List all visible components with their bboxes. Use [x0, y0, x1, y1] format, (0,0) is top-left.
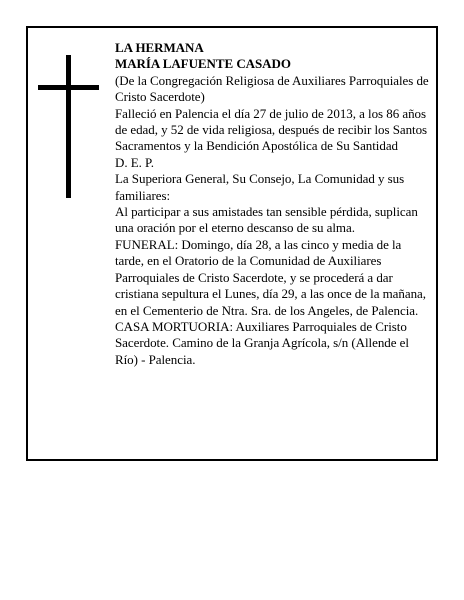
obituary-text [115, 40, 433, 368]
prayer-request: Al participar a sus amistades tan sensible pérdida, suplican una oración por el eterno descanso de su alma. [115, 204, 418, 236]
deceased-name: MARÍA LAFUENTE CASADO [115, 56, 291, 72]
death-notice: Falleció en Palencia el día 27 de julio de 2013, a los 86 años de edad, y 52 de vida religiosa, después de recibir los Santos Sacramentos y la Bendición Apostólica de Su Santidad [115, 105, 428, 154]
funeral-home-details: CASA MORTUORIA: Auxiliares Parroquiales de Cristo Sacerdote. Camino de la Granja Agrícola, s/n (Allende el Río) - Palencia. [115, 318, 409, 367]
obituary-notice [26, 26, 438, 461]
congregation-line: (De la Congregación Religiosa de Auxiliares Parroquiales de Cristo Sacerdote) [115, 72, 429, 105]
obituary-title: LA HERMANA [115, 40, 204, 55]
cross-icon-bar [38, 85, 99, 90]
rip-line: D. E. P. [115, 154, 154, 170]
funeral-details: FUNERAL: Domingo, día 28, a las cinco y media de la tarde, en el Oratorio de la Comunidad de Auxiliares Parroquiales de Cristo Sacerdote, y se procederá a dar cristiana sepultura el Lunes, día 29, a las once de la mañana, en el Cementerio de Ntra. Sra. de los Angeles, de Palencia. [115, 236, 426, 318]
family-line: La Superiora General, Su Consejo, La Comunidad y sus familiares: [115, 171, 405, 203]
cross-icon [66, 55, 71, 198]
